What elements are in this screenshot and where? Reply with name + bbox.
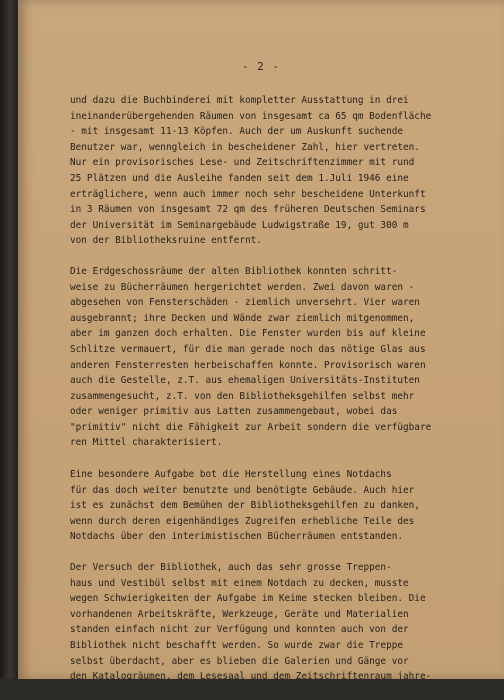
page-number: - 2 - — [241, 60, 281, 73]
text-line: Notdachs über den interimistischen Bücherräumen entstanden. — [70, 531, 404, 543]
text-line: für das doch weiter benutzte und benötigte Gebäude. Auch hier — [70, 484, 415, 496]
text-line: den Katalogräumen, dem Lesesaal und dem Zeitschriftenraum jahre- — [70, 671, 432, 683]
text-line: ren Mittel charakterisiert. — [70, 437, 223, 449]
text-line: ineinanderübergehenden Räumen von insgesamt ca 65 qm Bodenfläche — [70, 110, 432, 122]
text-line: wenn durch deren eigenhändiges Zugreifen erhebliche Teile des — [70, 515, 415, 527]
text-line: standen einfach nicht zur Verfügung und konnten auch von der — [70, 624, 409, 636]
text-line: ausgebrannt; ihre Decken und Wände zwar ziemlich mitgenommen, — [70, 312, 415, 324]
paragraph — [70, 467, 460, 545]
text-line: aber im ganzen doch erhalten. Die Fenster wurden bis auf kleine — [70, 328, 426, 340]
paragraph — [70, 264, 460, 451]
typewritten-page — [18, 0, 504, 683]
book-binding-edge — [0, 0, 18, 679]
text-line: oder weniger primitiv aus Latten zusammengebaut, wobei das — [70, 406, 398, 418]
text-line: zusammengesucht, z.T. von den Bibliotheksgehilfen selbst mehr — [70, 390, 415, 402]
text-line: selbst überdacht, aber es blieben die Galerien und Gänge vor — [70, 655, 409, 667]
text-line: in 3 Räumen von insgesamt 72 qm des früheren Deutschen Seminars — [70, 204, 426, 216]
text-line: Schlitze vermauert, für die man gerade noch das nötige Glas aus — [70, 343, 426, 355]
text-line: weise zu Bücherräumen hergerichtet werden. Zwei davon waren - — [70, 281, 415, 293]
text-line: - mit insgesamt 11-13 Köpfen. Auch der um Auskunft suchende — [70, 126, 404, 138]
page-body-text — [70, 93, 460, 700]
text-line: Der Versuch der Bibliothek, auch das sehr grosse Treppen- — [70, 562, 392, 574]
text-line: vorhandenen Arbeitskräfte, Werkzeuge, Geräte und Materialien — [70, 608, 409, 620]
text-line: ist es zunächst dem Bemühen der Bibliotheksgehilfen zu danken, — [70, 500, 420, 512]
text-line: anderen Fensterresten herbeischaffen konnte. Provisorisch waren — [70, 359, 426, 371]
text-line: von der Bibliotheksruine entfernt. — [70, 235, 262, 247]
text-line: Nur ein provisorisches Lese- und Zeitschriftenzimmer mit rund — [70, 157, 415, 169]
text-line: 25 Plätzen und die Ausleihe fanden seit dem 1.Juli 1946 eine — [70, 172, 409, 184]
text-line: auch die Gestelle, z.T. aus ehemaligen Universitäts-Instituten — [70, 375, 420, 387]
text-line: der Universität im Seminargebäude Ludwigstraße 19, gut 300 m — [70, 219, 409, 231]
text-line: abgesehen von Fensterschäden - ziemlich unversehrt. Vier waren — [70, 297, 420, 309]
text-line: und dazu die Buchbinderei mit kompletter Ausstattung in drei — [70, 95, 409, 106]
text-line: Eine besondere Aufgabe bot die Herstellung eines Notdachs — [70, 469, 392, 481]
text-line: Benutzer war, wenngleich in bescheidener Zahl, hier vertreten. — [70, 141, 420, 153]
text-line: "primitiv" nicht die Fähigkeit zur Arbeit sondern die verfügbare — [70, 421, 432, 433]
text-line: haus und Vestibül selbst mit einem Notdach zu decken, musste — [70, 577, 409, 589]
paragraph — [70, 93, 460, 249]
text-line: Bibliothek nicht beschafft werden. So wurde zwar die Treppe — [70, 640, 404, 651]
text-line: Die Erdgeschossräume der alten Bibliothek konnten schritt- — [70, 265, 398, 277]
text-line: erträglichere, wenn auch immer noch sehr bescheidene Unterkunft — [70, 188, 426, 200]
text-line: wegen Schwierigkeiten der Aufgabe im Keime stecken bleiben. Die — [70, 593, 426, 605]
paragraph — [70, 560, 460, 685]
